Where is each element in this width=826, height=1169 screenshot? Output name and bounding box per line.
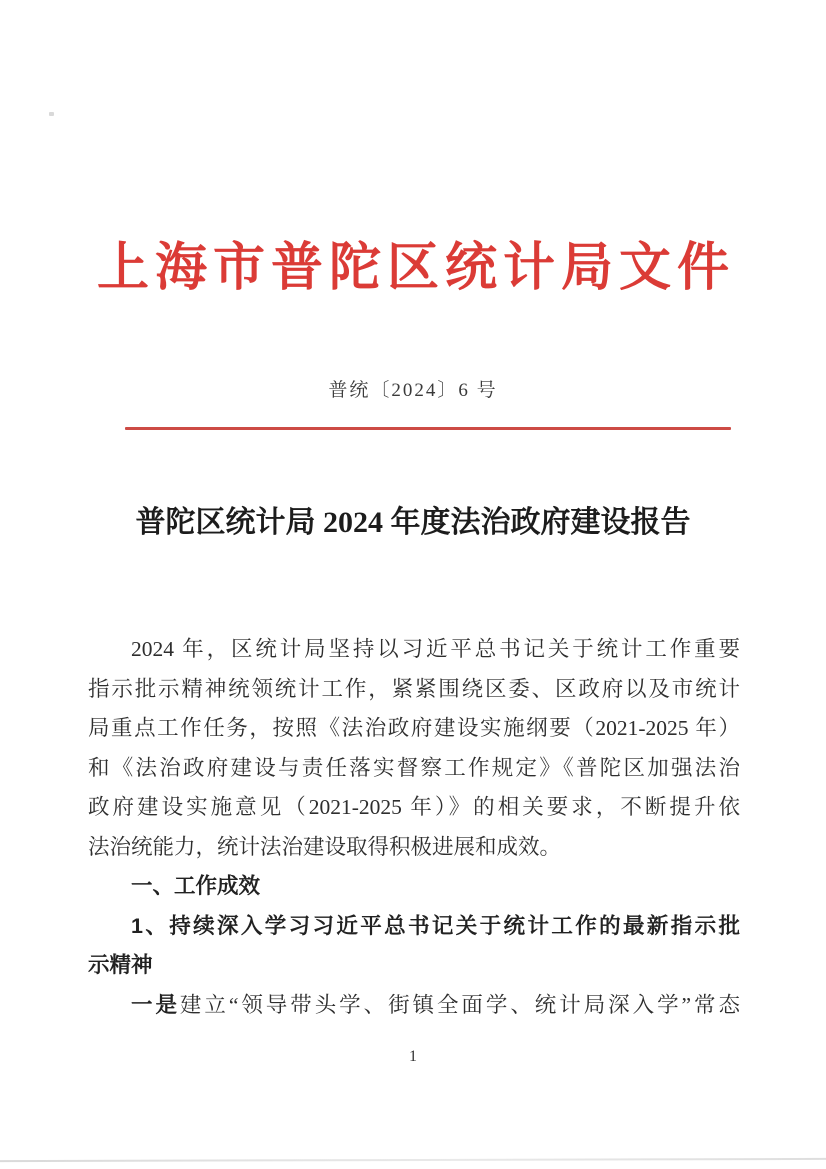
paragraph-line [88, 986, 740, 1026]
subsection-heading-line: 1、持续深入学习习近平总书记关于统计工作的最新指示批 [131, 913, 740, 938]
paragraph-line: 局重点工作任务，按照《法治政府建设实施纲要（2021-2025 年） [88, 716, 740, 740]
document-number: 普统〔2024〕6 号 [328, 380, 498, 401]
page-number: 1 [409, 1048, 417, 1065]
scan-artifact-page-edge [0, 1158, 826, 1162]
paragraph-line: 法治统能力，统计法治建设取得积极进展和成效。 [88, 834, 562, 859]
document-body [88, 630, 740, 1025]
section-heading: 一、工作成效 [131, 874, 261, 898]
scan-artifact-speck [49, 112, 54, 116]
subsection-heading-line: 示精神 [88, 953, 153, 977]
report-title: 普陀区统计局 2024 年度法治政府建设报告 [135, 506, 691, 539]
paragraph-line: 指示批示精神统领统计工作，紧紧围绕区委、区政府以及市统计 [88, 676, 740, 701]
letterhead-title: 上海市普陀区统计局文件 [96, 239, 735, 297]
paragraph-line: 政府建设实施意见（2021-2025 年）》的相关要求，不断提升依 [88, 795, 740, 819]
paragraph-line: 和《法治政府建设与责任落实督察工作规定》《普陀区加强法治 [88, 755, 740, 780]
item-text: 建立“领导带头学、街镇全面学、统计局深入学”常态 [179, 992, 740, 1017]
item-lead-label: 一是 [131, 992, 180, 1017]
paragraph-line: 2024 年，区统计局坚持以习近平总书记关于统计工作重要 [131, 637, 740, 661]
red-divider-line [125, 427, 731, 430]
